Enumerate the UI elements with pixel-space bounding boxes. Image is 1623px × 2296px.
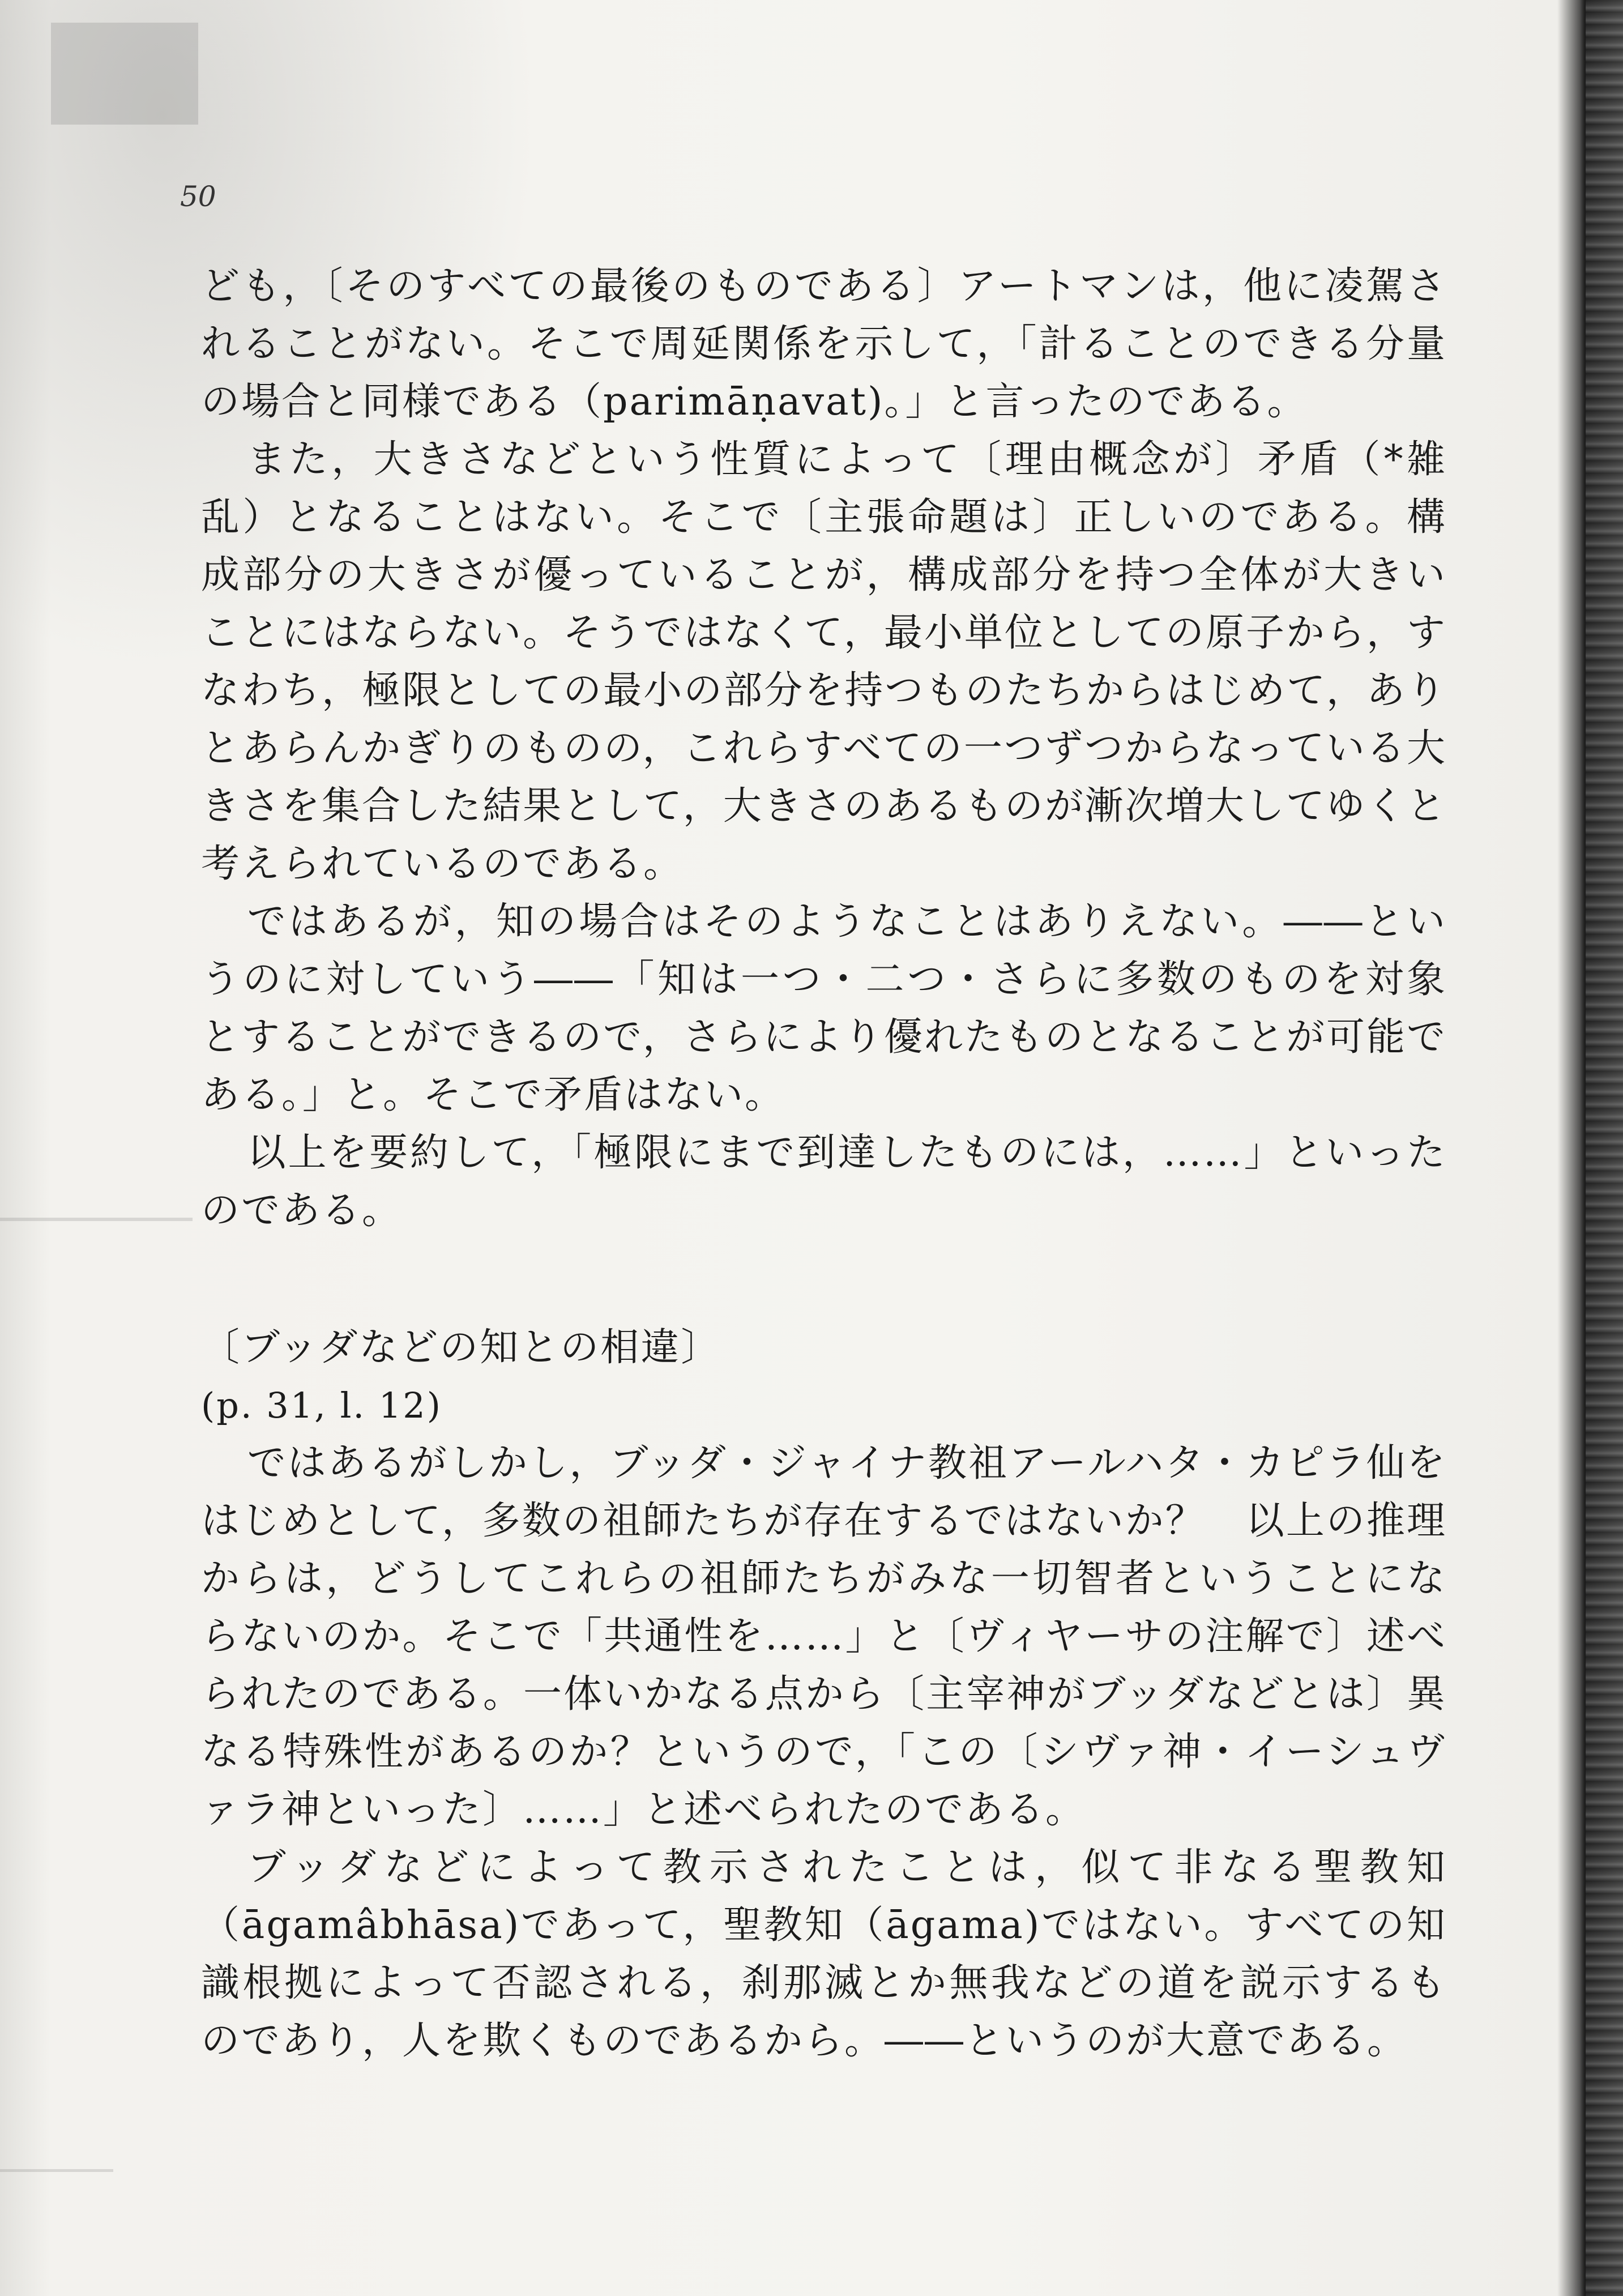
paragraph: また，大きさなどという性質によって〔理由概念が〕矛盾（*雑乱）となることはない。そこで〔主張命題は〕正しいのである。構成部分の大きさが優っていることが，構成部分を持つ全体が大きいことにはならない。そうではなくて，最小単位としての原子から，すなわち，極限としての最小の部分を持つものたちからはじめて，ありとあらんかぎりのものの，これらすべての一つずつからなっている大きさを集合した結果として，大きさのあるものが漸次増大してゆくと考えられているのである。	[201, 437, 1447, 886]
paragraph: ども，〔そのすべての最後のものである〕アートマンは，他に凌駕されることがない。そこで周延関係を示して，「計ることのできる分量の場合と同様である（parimāṇavat)。」と言ったのである。	[201, 264, 1447, 424]
scan-shadow	[51, 23, 198, 125]
section-spacer	[201, 1240, 1447, 1319]
scan-artifact-line	[0, 2169, 113, 2172]
paragraph: ブッダなどによって教示されたことは，似て非なる聖教知（āgamâbhāsa)であって，聖教知（āgama)ではない。すべての知識根拠によって否認される，刹那滅とか無我などの道を説示するものであり，人を欺くものであるから。――というのが大意である。	[201, 1845, 1447, 2063]
section-heading: 〔ブッダなどの知との相違〕	[201, 1325, 721, 1370]
body-text	[201, 258, 1447, 2070]
paragraph: ではあるが，知の場合はそのようなことはありえない。――というのに対していう――「知は一つ・二つ・さらに多数のものを対象とすることができるので，さらにより優れたものとなることが可能である。」と。そこで矛盾はない。	[201, 899, 1447, 1117]
paragraph: ではあるがしかし，ブッダ・ジャイナ教祖アールハタ・カピラ仙をはじめとして，多数の祖師たちが存在するではないか？ 以上の推理からは，どうしてこれらの祖師たちがみな一切智者ということにならないのか。そこで「共通性を……」と〔ヴィヤーサの注解で〕述べられたのである。一体いかなる点から〔主宰神がブッダなどとは〕異なる特殊性があるのか？というので，「この〔シヴァ神・イーシュヴァラ神といった〕……」と述べられたのである。	[201, 1441, 1447, 1832]
paragraph: 以上を要約して，「極限にまで到達したものには，……」といったのである。	[201, 1130, 1447, 1233]
page-number: 50	[180, 180, 216, 213]
binding-edge	[1586, 0, 1623, 2296]
binding-shadow	[1580, 0, 1586, 2296]
scan-artifact-line	[0, 1218, 193, 1221]
page-line-reference: (p. 31, l. 12)	[201, 1385, 442, 1426]
